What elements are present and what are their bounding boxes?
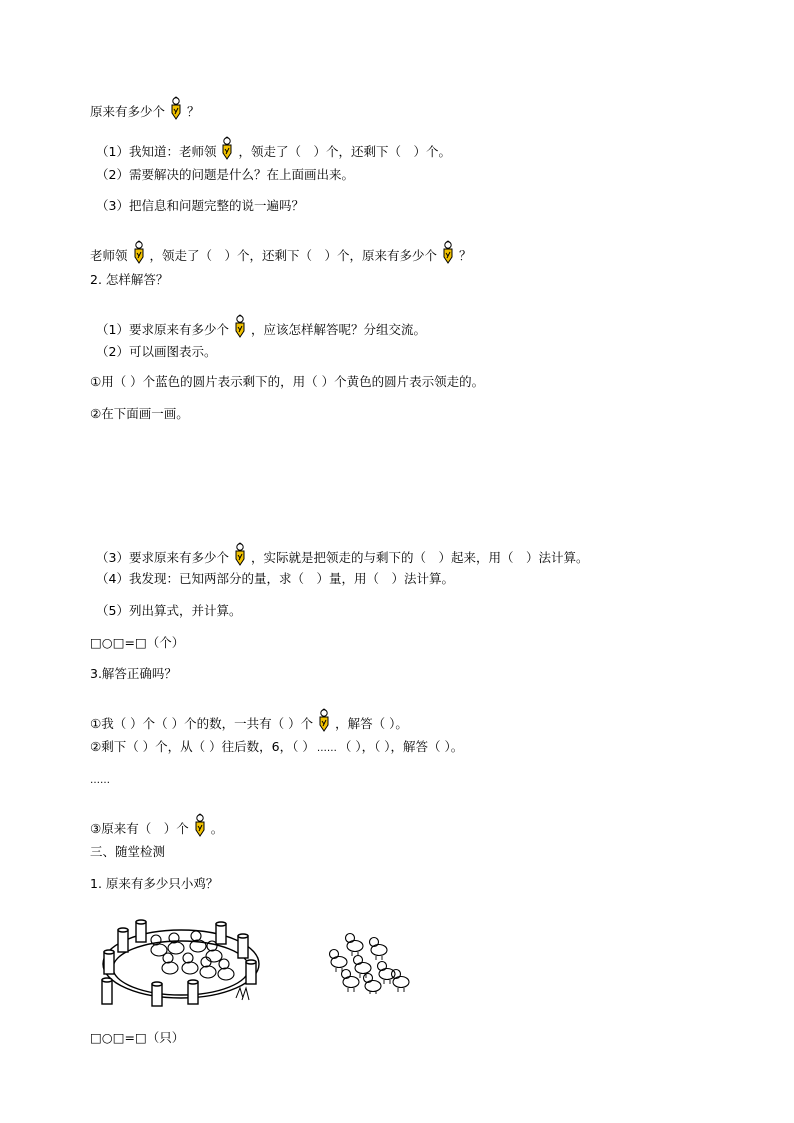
question-original: 原来有多少个 ？ xyxy=(90,96,200,120)
pencil-icon xyxy=(220,136,234,160)
section3-title: 3.解答正确吗？ xyxy=(90,666,177,681)
section2-item-1: （1）要求原来有多少个 ，应该怎样解答呢？分组交流。 xyxy=(96,314,426,338)
point-2: （2）需要解决的问题是什么？在上面画出来。 xyxy=(96,167,354,182)
answer-3: ③原来有（ ）个 。 xyxy=(90,813,223,837)
section2-item-5: （5）列出算式，并计算。 xyxy=(96,603,242,618)
pencil-icon xyxy=(233,314,247,338)
ellipsis: …… xyxy=(90,775,110,786)
fence-illustration xyxy=(96,918,266,1010)
pencil-icon xyxy=(193,813,207,837)
circle-item-1: ①用（ ）个蓝色的圆片表示剩下的，用（ ）个黄色的圆片表示领走的。 xyxy=(90,374,485,389)
answer-1: ①我（ ）个（ ）个的数，一共有（ ）个 ，解答（ ）。 xyxy=(90,708,408,732)
chicks-illustration xyxy=(322,930,412,994)
section2-item-3: （3）要求原来有多少个 ，实际就是把领走的与剩下的（ ）起来，用（ ）法计算。 xyxy=(96,542,588,566)
pencil-icon xyxy=(233,542,247,566)
formula-1: □○□=□（个） xyxy=(90,635,185,650)
pencil-icon xyxy=(441,240,455,264)
question-chicks: 1. 原来有多少只小鸡？ xyxy=(90,876,219,891)
pencil-icon xyxy=(169,96,183,120)
section2-title: 2. 怎样解答？ xyxy=(90,272,169,287)
pencil-icon xyxy=(317,708,331,732)
circle-item-2: ②在下面画一画。 xyxy=(90,406,189,421)
summary-line: 老师领 ，领走了（ ）个，还剩下（ ）个，原来有多少个 ？ xyxy=(90,240,472,264)
point-3: （3）把信息和问题完整的说一遍吗？ xyxy=(96,198,304,213)
section-3-heading: 三、随堂检测 xyxy=(90,844,166,859)
section2-item-2: （2）可以画图表示。 xyxy=(96,344,217,359)
section2-item-4: （4）我发现：已知两部分的量，求（ ）量，用（ ）法计算。 xyxy=(96,571,454,586)
formula-2: □○□=□（只） xyxy=(90,1030,185,1045)
pencil-icon xyxy=(132,240,146,264)
point-1: （1）我知道：老师领 ，领走了（ ）个，还剩下（ ）个。 xyxy=(96,136,451,160)
answer-2: ②剩下（ ）个，从（ ）往后数，6，（ ） …… （ ），（ ），解答（ ）。 xyxy=(90,739,464,754)
